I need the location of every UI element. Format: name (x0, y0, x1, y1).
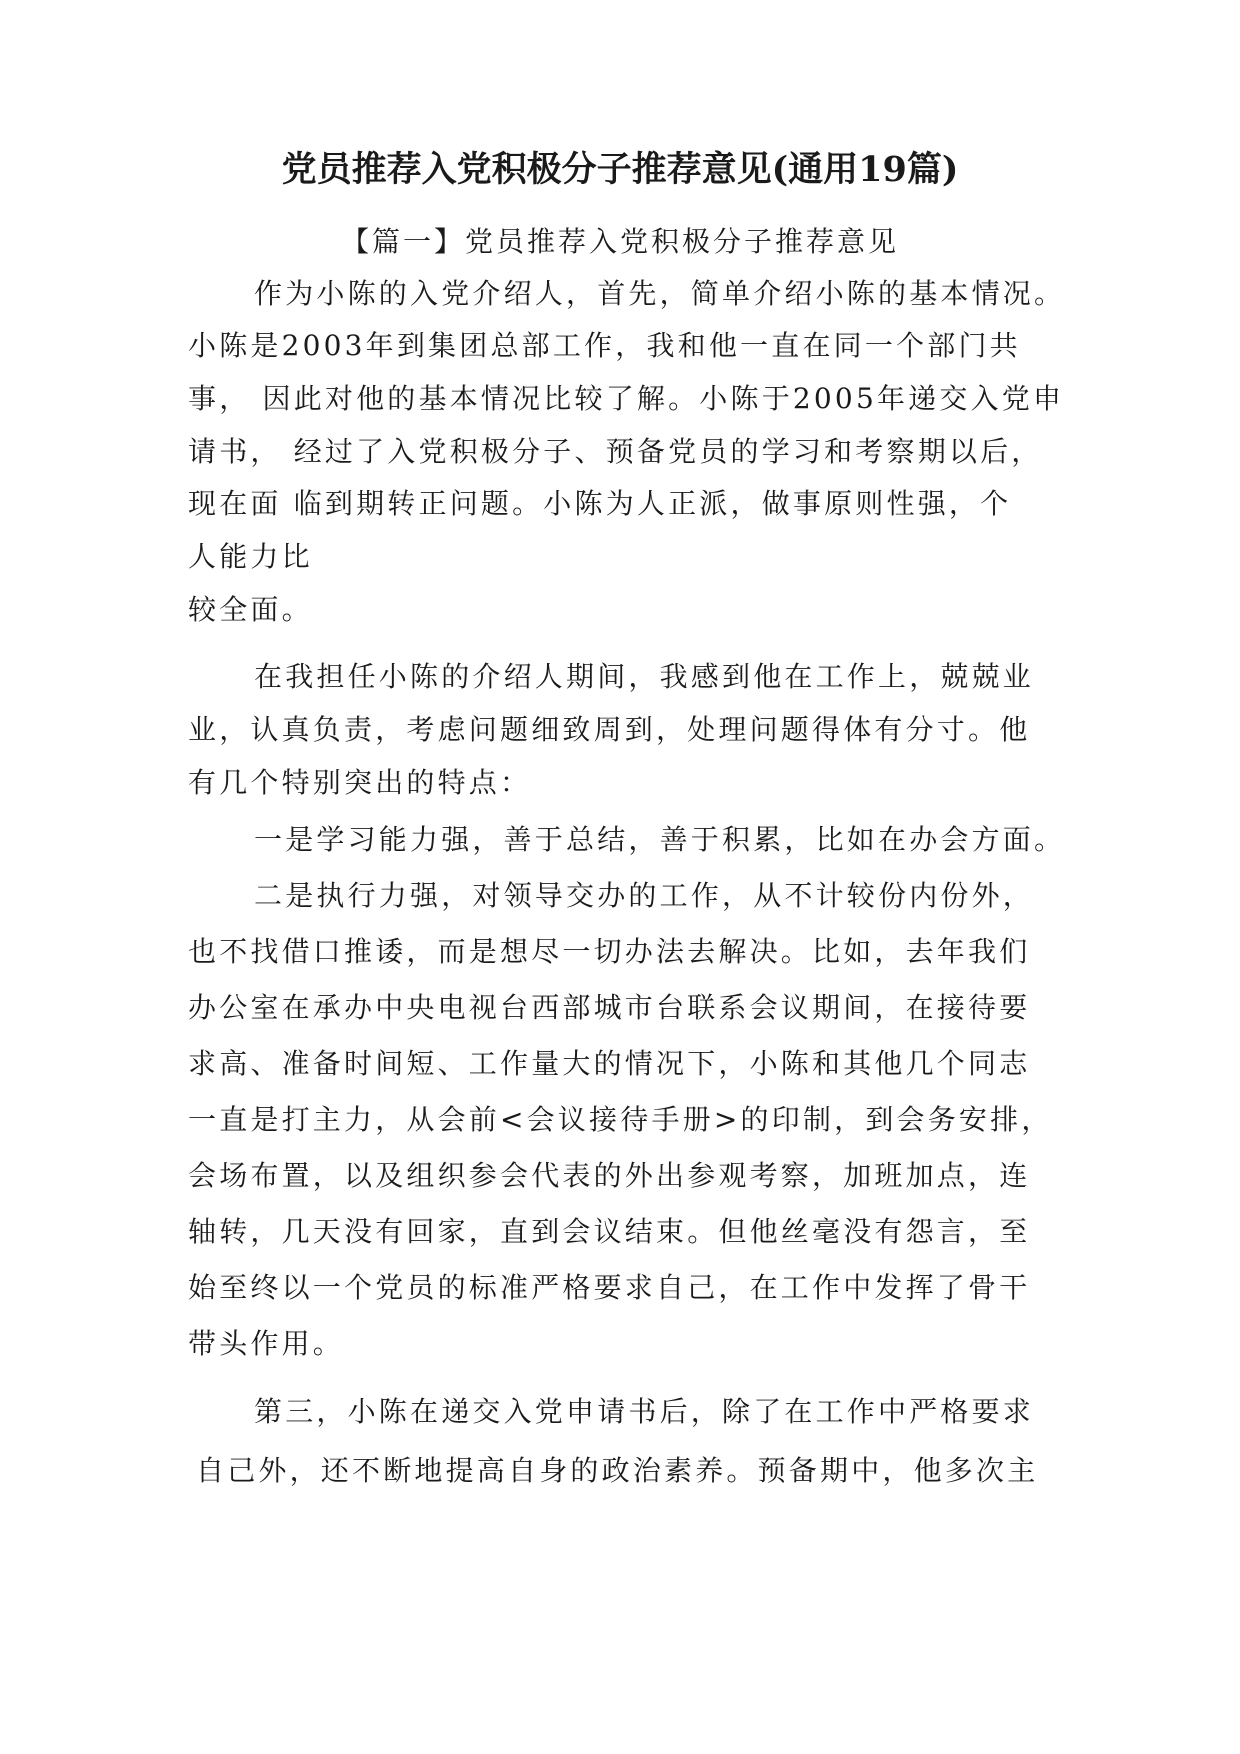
text-line: 始至终以一个党员的标准严格要求自己，在工作中发挥了骨干 (188, 1271, 1031, 1304)
text-line: 作为小陈的入党介绍人，首先，简单介绍小陈的基本情况。 (254, 277, 1066, 310)
text-line: 在我担任小陈的介绍人期间，我感到他在工作上，兢兢业 (254, 660, 1035, 693)
text-line: 会场布置，以及组织参会代表的外出参观考察，加班加点，连 (188, 1159, 1031, 1192)
text-line: 小陈是2003年到集团总部工作，我和他一直在同一个部门共 (188, 329, 1021, 362)
text-line: 业，认真负责，考虑问题细致周到，处理问题得体有分寸。他 (188, 713, 1031, 746)
text-line: 第三，小陈在递交入党申请书后，除了在工作中严格要求 (254, 1395, 1035, 1428)
text-line: 人能力比 (188, 540, 313, 573)
document-title: 党员推荐入党积极分子推荐意见(通用19篇) (281, 149, 959, 190)
text-line: 轴转，几天没有回家，直到会议结束。但他丝毫没有怨言，至 (188, 1215, 1031, 1248)
text-line: 有几个特别突出的特点： (188, 766, 532, 799)
text-line: 现在面 临到期转正问题。小陈为人正派，做事原则性强，个 (188, 487, 1012, 520)
text-line: 较全面。 (188, 593, 313, 626)
text-line: 二是执行力强，对领导交办的工作，从不计较份内份外， (254, 879, 1035, 912)
text-line: 请书， 经过了入党积极分子、预备党员的学习和考察期以后， (188, 435, 1043, 468)
text-line: 一直是打主力，从会前<会议接待手册>的印制，到会务安排， (188, 1103, 1053, 1136)
text-line: 自己外，还不断地提高自身的政治素养。预备期中，他多次主 (196, 1454, 1039, 1487)
text-line: 也不找借口推诿，而是想尽一切办法去解决。比如，去年我们 (188, 935, 1031, 968)
section-heading: 【篇一】党员推荐入党积极分子推荐意见 (340, 225, 899, 258)
text-line: 带头作用。 (188, 1327, 345, 1360)
text-line: 求高、准备时间短、工作量大的情况下，小陈和其他几个同志 (188, 1047, 1031, 1080)
text-line: 一是学习能力强，善于总结，善于积累，比如在办会方面。 (254, 823, 1066, 856)
text-line: 事， 因此对他的基本情况比较了解。小陈于2005年递交入党申 (188, 382, 1065, 415)
text-line: 办公室在承办中央电视台西部城市台联系会议期间，在接待要 (188, 991, 1031, 1024)
